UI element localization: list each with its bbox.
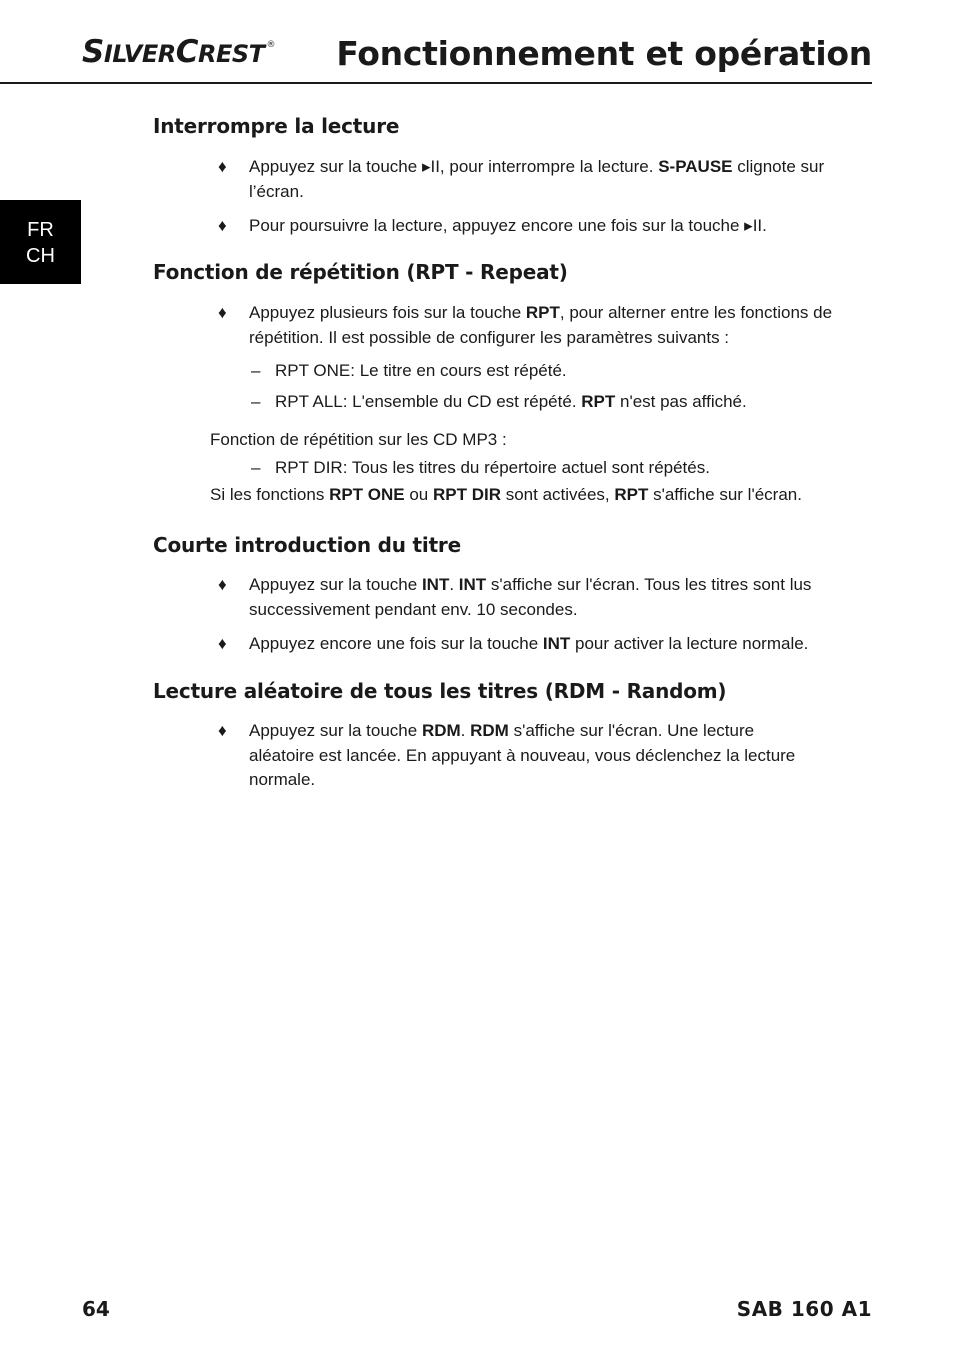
model-number: SAB 160 A1	[736, 1297, 872, 1321]
bullet-icon: ♦	[218, 575, 227, 594]
bullet-icon: ♦	[218, 303, 227, 322]
bullet-icon: ♦	[218, 721, 227, 740]
bullet-icon: ♦	[218, 216, 227, 235]
language-tab	[0, 200, 81, 284]
language-fr: FR	[27, 219, 54, 241]
section-heading-pause: Interrompre la lecture	[153, 114, 400, 138]
intro-step-1: Appuyez sur la touche INT. INT s'affiche sur l'écran. Tous les titres sont lus successivement pendant env. 10 secondes.	[249, 575, 812, 619]
language-ch: CH	[26, 245, 55, 267]
brand-logo: SILVERCREST ®	[82, 34, 275, 70]
bullet-icon: ♦	[218, 157, 227, 176]
intro-step-2: Appuyez encore une fois sur la touche INT pour activer la lecture normale.	[249, 634, 809, 653]
repeat-option-one: RPT ONE: Le titre en cours est répété.	[275, 361, 567, 380]
repeat-option-dir: RPT DIR: Tous les titres du répertoire actuel sont répétés.	[275, 458, 710, 477]
page-title: Fonctionnement et opération	[336, 34, 872, 73]
section-heading-random: Lecture aléatoire de tous les titres (RDM - Random)	[153, 679, 727, 703]
dash-icon: –	[251, 392, 261, 411]
pause-step-2: Pour poursuivre la lecture, appuyez encore une fois sur la touche ▸II.	[249, 216, 767, 235]
repeat-mp3-intro: Fonction de répétition sur les CD MP3 :	[210, 430, 507, 449]
repeat-option-all: RPT ALL: L'ensemble du CD est répété. RPT n'est pas affiché.	[275, 392, 747, 411]
dash-icon: –	[251, 361, 261, 380]
dash-icon: –	[251, 458, 261, 477]
pause-step-1: Appuyez sur la touche ▸II, pour interrompre la lecture. S-PAUSE clignote sur l’écran.	[249, 157, 825, 201]
page-number: 64	[82, 1297, 110, 1321]
section-heading-intro: Courte introduction du titre	[153, 533, 461, 557]
repeat-note: Si les fonctions RPT ONE ou RPT DIR sont activées, RPT s'affiche sur l'écran.	[210, 485, 802, 504]
random-step-1: Appuyez sur la touche RDM. RDM s'affiche sur l'écran. Une lecture aléatoire est lancée. En appuyant à nouveau, vous déclenchez la lecture normale.	[249, 721, 796, 789]
section-heading-repeat: Fonction de répétition (RPT - Repeat)	[153, 260, 568, 284]
bullet-icon: ♦	[218, 634, 227, 653]
repeat-step-1: Appuyez plusieurs fois sur la touche RPT, pour alterner entre les fonctions de répétition. Il est possible de configurer les paramètres suivants :	[249, 303, 833, 347]
header-divider	[0, 82, 872, 84]
